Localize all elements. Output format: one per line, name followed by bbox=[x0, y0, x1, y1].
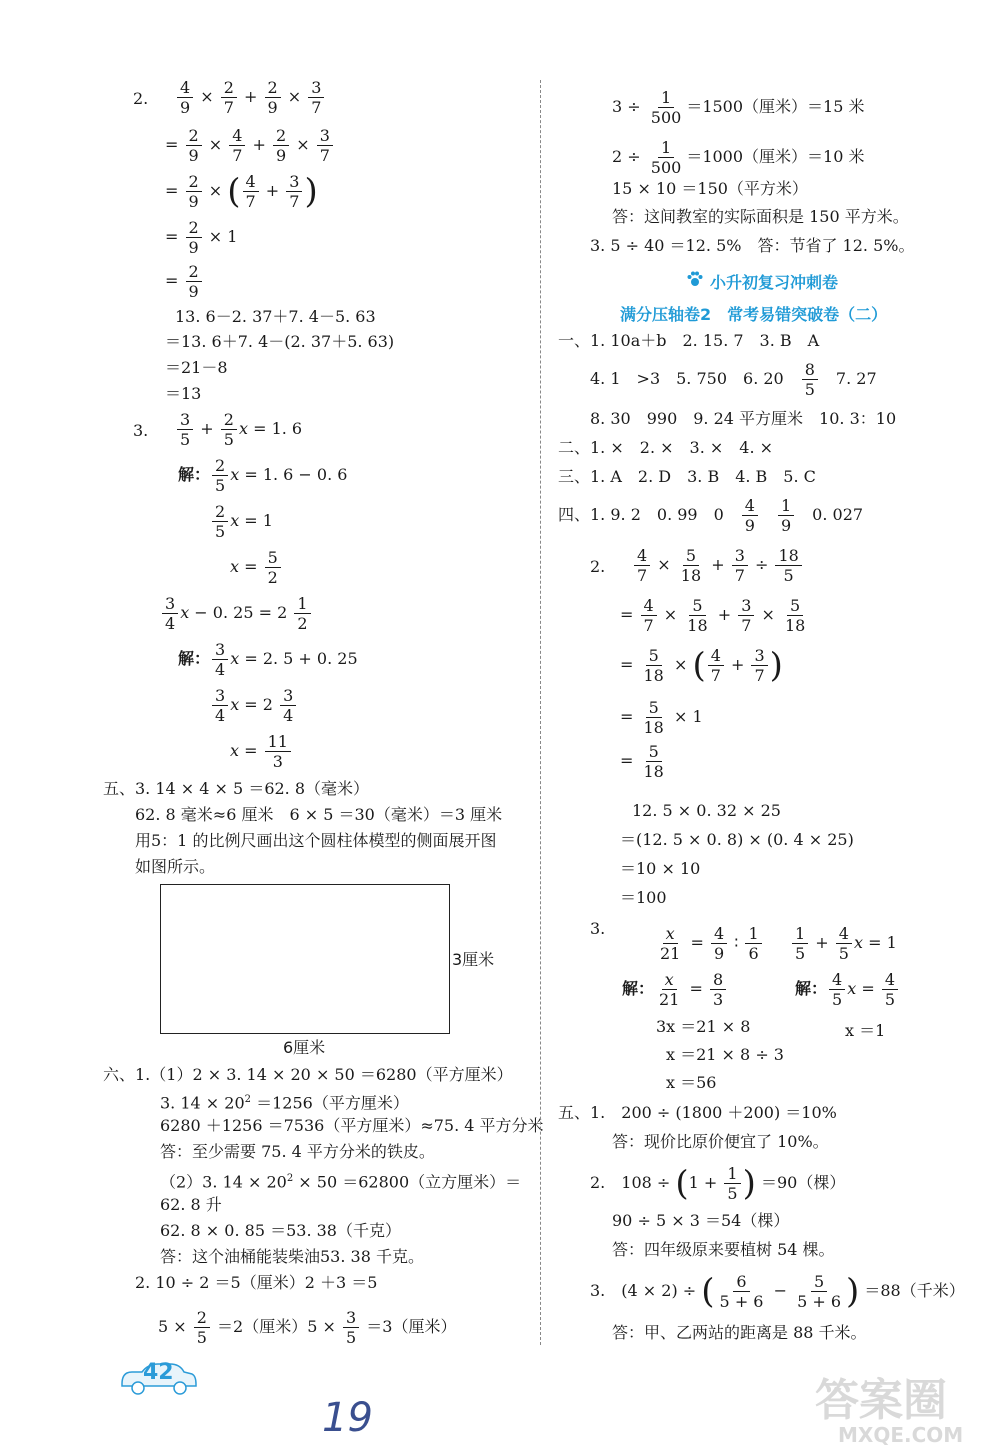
m-line3: ＝10 × 10 bbox=[620, 859, 701, 878]
one-line2: 4. 1 >3 5. 750 6. 20 $\frac{8}{5}$ 7. 27 bbox=[590, 360, 877, 399]
section-subtitle: 满分压轴卷2 常考易错突破卷（二） bbox=[620, 305, 888, 324]
r-line2: 2 ÷ $\frac{1}{500}$ ＝1000（厘米）＝10 米 bbox=[612, 138, 865, 177]
r-five-line4: 90 ÷ 5 × 3 ＝54（棵） bbox=[612, 1211, 790, 1230]
six-line6: 62. 8 升 bbox=[160, 1195, 222, 1214]
eq3-line4: x = $\frac{5}{2}$ bbox=[230, 548, 283, 587]
six-line3: 6280 ＋1256 ＝7536（平方厘米）≈75. 4 平方分米 bbox=[160, 1116, 544, 1135]
one-line1: 一、1. 10a＋b 2. 15. 7 3. B A bbox=[558, 331, 820, 350]
page-number: 42 bbox=[143, 1360, 174, 1385]
r-five-line1: 五、1. 200 ÷ (1800 ＋200) ＝10% bbox=[558, 1103, 837, 1122]
column-divider bbox=[540, 80, 541, 1345]
eq3-line1: $\frac{3}{5}$ + $\frac{2}{5}$ x = 1. 6 bbox=[175, 410, 302, 449]
f-line3: x ＝1 bbox=[845, 1021, 886, 1040]
rect-height-label: 3厘米 bbox=[452, 950, 495, 969]
r-line1: 3 ÷ $\frac{1}{500}$ ＝1500（厘米）＝15 米 bbox=[612, 88, 865, 127]
r-line3: 15 × 10 ＝150（平方米） bbox=[612, 179, 808, 198]
eq3b-line4: x = $\frac{11}{3}$ bbox=[230, 732, 293, 771]
three-line: 三、1. A 2. D 3. B 4. B 5. C bbox=[558, 467, 816, 486]
five-line1: 五、3. 14 × 4 × 5 ＝62. 8（毫米） bbox=[103, 779, 370, 798]
six-line10: 5 × $\frac{2}{5}$ ＝2（厘米）5 × $\frac{3}{5}$ ＝3（厘米） bbox=[158, 1308, 457, 1347]
six-line9: 2. 10 ÷ 2 ＝5（厘米）2 ＋3 ＝5 bbox=[135, 1273, 378, 1292]
eq3-line3: $\frac{2}{5}$ x = 1 bbox=[210, 502, 273, 541]
eq3b-line3: $\frac{3}{4}$ x = 2 $\frac{3}{4}$ bbox=[210, 686, 298, 725]
e-line5: x ＝56 bbox=[666, 1073, 717, 1092]
section-title: 小升初复习冲刺卷 bbox=[710, 273, 839, 292]
six-line7: 62. 8 × 0. 85 ＝53. 38（千克） bbox=[160, 1221, 401, 1240]
watermark-logo: 答案圈 bbox=[815, 1375, 947, 1426]
six-line2: 3. $14 \times 20^2 =1256$（平方厘米） bbox=[160, 1093, 409, 1113]
r-q3-label: 3. bbox=[590, 919, 606, 938]
s2-line2: ＝13. 6＋7. 4－(2. 37＋5. 63) bbox=[165, 332, 395, 351]
cylinder-net-rectangle bbox=[160, 884, 450, 1034]
s2-line4: ＝13 bbox=[165, 384, 202, 403]
f-line1: $\frac{1}{5}$ + $\frac{4}{5}$ x = 1 bbox=[790, 924, 897, 963]
r-eq2-line3: = $\frac{5}{18}$ × ( $\frac{4}{7}$ + $\frac{3}{7}$ ) bbox=[620, 645, 783, 686]
r-five-line7: 答：甲、乙两站的距离是 88 千米。 bbox=[612, 1323, 867, 1342]
eq2-line5: = $\frac{2}{9}$ bbox=[165, 262, 204, 301]
r-five-line6: 3. (4 × 2) ÷ ( $\frac{6}{5 + 6}$ − $\frac{5}{5 + 6}$ ) ＝88（千米） bbox=[590, 1271, 965, 1312]
handwritten-mark: 19 bbox=[322, 1395, 373, 1441]
s2-line3: ＝21－8 bbox=[165, 358, 228, 377]
r-eq2-line5: = $\frac{5}{18}$ bbox=[620, 742, 664, 781]
eq2-line2: = $\frac{2}{9}$ × $\frac{4}{7}$ + $\frac{2}{9}$ × $\frac{3}{7}$ bbox=[165, 126, 335, 165]
r-eq2-line2: = $\frac{4}{7}$ × $\frac{5}{18}$ + $\frac{3}{7}$ × $\frac{5}{18}$ bbox=[620, 596, 806, 635]
eq2-line1: $\frac{4}{9}$ × $\frac{2}{7}$ + $\frac{2}{9}$ × $\frac{3}{7}$ bbox=[175, 78, 326, 117]
five-line2: 62. 8 毫米≈6 厘米 6 × 5 ＝30（毫米）＝3 厘米 bbox=[135, 805, 503, 824]
eq3-line2: 解： $\frac{2}{5}$ x = 1. 6 − 0. 6 bbox=[178, 456, 348, 495]
r-q2-label: 2. bbox=[590, 557, 606, 576]
e-line3: 3x ＝21 × 8 bbox=[656, 1017, 751, 1036]
six-line1: 六、1.（1）2 × 3. 14 × 20 × 50 ＝6280（平方厘米） bbox=[103, 1065, 513, 1084]
e-line4: x ＝21 × 8 ÷ 3 bbox=[666, 1045, 784, 1064]
r-five-line2: 答：现价比原价便宜了 10%。 bbox=[612, 1132, 829, 1151]
eq2-line4: = $\frac{2}{9}$ × 1 bbox=[165, 218, 238, 257]
r-five-line5: 答：四年级原来要植树 54 棵。 bbox=[612, 1240, 835, 1259]
f-line2: 解： $\frac{4}{5}$ x = $\frac{4}{5}$ bbox=[795, 970, 900, 1009]
rect-width-label: 6厘米 bbox=[283, 1038, 326, 1057]
r-five-line3: 2. 108 ÷ (1 + $\frac{1}{5}$ ) ＝90（棵） bbox=[590, 1163, 846, 1204]
q3-label: 3. bbox=[133, 421, 149, 440]
r-eq2-line4: = $\frac{5}{18}$ × 1 bbox=[620, 698, 703, 737]
four-line1: 四、1. 9. 2 0. 99 0 $\frac{4}{9}$ $\frac{1}{9}$ 0. 027 bbox=[558, 496, 864, 535]
r-line4: 答：这间教室的实际面积是 150 平方米。 bbox=[612, 207, 909, 226]
e-line2: 解： $\frac{x}{21}$ = $\frac{8}{3}$ bbox=[622, 970, 728, 1009]
paw-icon bbox=[686, 270, 704, 288]
six-line4: 答：至少需要 75. 4 平方分米的铁皮。 bbox=[160, 1142, 435, 1161]
e-line1: $\frac{x}{21}$ = $\frac{4}{9}$ ∶ $\frac{1}{6}$ bbox=[655, 924, 764, 963]
two-line: 二、1. × 2. × 3. × 4. × bbox=[558, 438, 774, 457]
s2-line1: 13. 6－2. 37＋7. 4－5. 63 bbox=[175, 307, 376, 326]
r-line5: 3. 5 ÷ 40 ＝12. 5% 答：节省了 12. 5%。 bbox=[590, 236, 915, 255]
watermark-url: MXQE.COM bbox=[838, 1423, 964, 1447]
m-line4: ＝100 bbox=[620, 888, 667, 907]
six-line8: 答：这个油桶能装柴油53. 38 千克。 bbox=[160, 1247, 424, 1266]
eq3b-line1: $\frac{3}{4}$ x − 0. 25 = 2 $\frac{1}{2}$ bbox=[160, 594, 313, 633]
eq2-line3: = $\frac{2}{9}$ × ( $\frac{4}{7}$ + $\frac{3}{7}$ ) bbox=[165, 171, 318, 212]
m-line2: ＝(12. 5 × 0. 8) × (0. 4 × 25) bbox=[620, 830, 854, 849]
one-line3: 8. 30 990 9. 24 平方厘米 10. 3：10 bbox=[590, 409, 897, 428]
six-line5: （2）3. $14 \times 20^2 \times 50 =62800$（立方厘米）＝ bbox=[160, 1172, 522, 1192]
five-line4: 如图所示。 bbox=[135, 857, 216, 876]
five-line3: 用5：1 的比例尺画出这个圆柱体模型的侧面展开图 bbox=[135, 831, 497, 850]
q2-label: 2. bbox=[133, 89, 149, 108]
r-eq2-line1: $\frac{4}{7}$ × $\frac{5}{18}$ + $\frac{3}{7}$ ÷ $\frac{18}{5}$ bbox=[632, 546, 804, 585]
eq3b-line2: 解： $\frac{3}{4}$ x = 2. 5 + 0. 25 bbox=[178, 640, 358, 679]
m-line1: 12. 5 × 0. 32 × 25 bbox=[632, 801, 781, 820]
